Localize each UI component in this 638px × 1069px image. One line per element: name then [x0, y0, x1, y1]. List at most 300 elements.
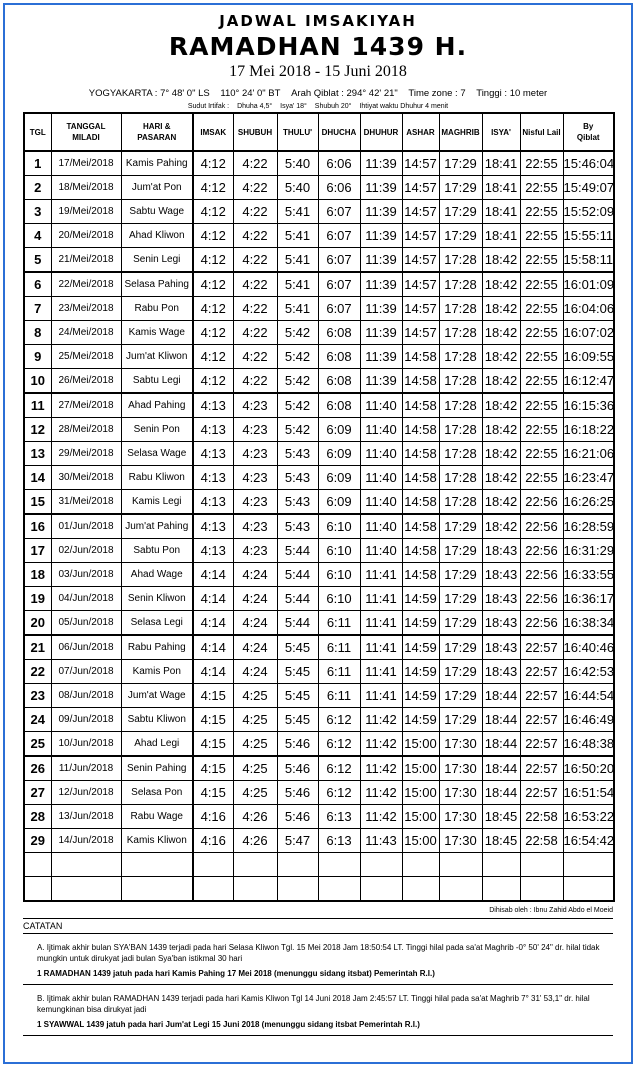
empty-cell: [233, 853, 277, 877]
cell-hari-pasaran: Senin Pon: [121, 418, 193, 442]
table-body: [24, 151, 614, 901]
cell-dhucha: 6:10: [318, 514, 360, 539]
cell-isya: 18:44: [482, 708, 520, 732]
cell-dhucha: 6:06: [318, 176, 360, 200]
cell-shubuh: 4:26: [233, 829, 277, 853]
cell-ashar: 15:00: [402, 781, 439, 805]
empty-cell: [51, 853, 121, 877]
empty-cell: [402, 853, 439, 877]
cell-nisful-lail: 22:56: [520, 563, 563, 587]
table-row: [24, 393, 614, 418]
timezone: Time zone : 7: [408, 88, 466, 99]
cell-tgl: 9: [24, 345, 51, 369]
cell-dhuhur: 11:40: [360, 490, 402, 515]
cell-ashar: 14:59: [402, 660, 439, 684]
cell-tanggal-miladi: 04/Jun/2018: [51, 587, 121, 611]
cell-thulu: 5:45: [277, 684, 318, 708]
empty-cell: [563, 877, 614, 902]
cell-dhuhur: 11:40: [360, 418, 402, 442]
cell-maghrib: 17:28: [439, 466, 482, 490]
cell-ashar: 14:57: [402, 151, 439, 176]
cell-nisful-lail: 22:57: [520, 684, 563, 708]
cell-thulu: 5:43: [277, 514, 318, 539]
table-row: [24, 539, 614, 563]
note-a-conclusion: 1 RAMADHAN 1439 jatuh pada hari Kamis Pahing 17 Mei 2018 (menunggu sidang itsbat) Pemerintah R.I.): [23, 966, 613, 985]
cell-by-qiblat: 16:42:53: [563, 660, 614, 684]
cell-isya: 18:42: [482, 442, 520, 466]
cell-thulu: 5:44: [277, 563, 318, 587]
cell-tgl: 2: [24, 176, 51, 200]
cell-tgl: 18: [24, 563, 51, 587]
cell-thulu: 5:45: [277, 635, 318, 660]
angle-info: [23, 102, 613, 112]
empty-cell: [439, 877, 482, 902]
table-row: [24, 200, 614, 224]
cell-maghrib: 17:29: [439, 539, 482, 563]
cell-tanggal-miladi: 19/Mei/2018: [51, 200, 121, 224]
cell-dhuhur: 11:39: [360, 321, 402, 345]
table-row: [24, 248, 614, 273]
cell-imsak: 4:12: [193, 297, 233, 321]
cell-thulu: 5:43: [277, 442, 318, 466]
cell-dhucha: 6:12: [318, 781, 360, 805]
title-small: JADWAL IMSAKIYAH: [219, 12, 417, 30]
cell-by-qiblat: 16:51:54: [563, 781, 614, 805]
cell-maghrib: 17:28: [439, 418, 482, 442]
cell-dhuhur: 11:39: [360, 369, 402, 394]
cell-isya: 18:44: [482, 732, 520, 757]
empty-cell: [520, 877, 563, 902]
cell-dhucha: 6:07: [318, 224, 360, 248]
cell-shubuh: 4:24: [233, 611, 277, 636]
cell-tgl: 19: [24, 587, 51, 611]
header-shubuh: SHUBUH: [233, 113, 277, 151]
cell-imsak: 4:12: [193, 321, 233, 345]
cell-maghrib: 17:29: [439, 563, 482, 587]
cell-nisful-lail: 22:55: [520, 272, 563, 297]
cell-dhucha: 6:08: [318, 393, 360, 418]
cell-by-qiblat: 16:54:42: [563, 829, 614, 853]
table-row: [24, 466, 614, 490]
table-row: [24, 151, 614, 176]
cell-imsak: 4:13: [193, 466, 233, 490]
cell-dhucha: 6:10: [318, 539, 360, 563]
cell-tgl: 3: [24, 200, 51, 224]
cell-hari-pasaran: Selasa Pahing: [121, 272, 193, 297]
empty-cell: [482, 877, 520, 902]
cell-nisful-lail: 22:57: [520, 732, 563, 757]
empty-cell: [482, 853, 520, 877]
cell-tgl: 16: [24, 514, 51, 539]
cell-tgl: 14: [24, 466, 51, 490]
cell-thulu: 5:44: [277, 587, 318, 611]
cell-nisful-lail: 22:57: [520, 756, 563, 781]
cell-dhuhur: 11:39: [360, 272, 402, 297]
cell-hari-pasaran: Kamis Kliwon: [121, 829, 193, 853]
cell-dhuhur: 11:42: [360, 805, 402, 829]
cell-tgl: 29: [24, 829, 51, 853]
cell-hari-pasaran: Sabtu Wage: [121, 200, 193, 224]
cell-tanggal-miladi: 01/Jun/2018: [51, 514, 121, 539]
cell-by-qiblat: 16:01:09: [563, 272, 614, 297]
cell-dhucha: 6:11: [318, 611, 360, 636]
cell-hari-pasaran: Rabu Pon: [121, 297, 193, 321]
cell-nisful-lail: 22:57: [520, 708, 563, 732]
cell-by-qiblat: 16:12:47: [563, 369, 614, 394]
cell-ashar: 14:58: [402, 539, 439, 563]
cell-nisful-lail: 22:56: [520, 514, 563, 539]
cell-imsak: 4:13: [193, 418, 233, 442]
empty-cell: [193, 877, 233, 902]
cell-maghrib: 17:30: [439, 756, 482, 781]
table-row: [24, 781, 614, 805]
cell-dhuhur: 11:41: [360, 563, 402, 587]
cell-hari-pasaran: Senin Legi: [121, 248, 193, 273]
cell-hari-pasaran: Sabtu Kliwon: [121, 708, 193, 732]
cell-tanggal-miladi: 10/Jun/2018: [51, 732, 121, 757]
cell-hari-pasaran: Jum'at Kliwon: [121, 345, 193, 369]
table-row: [24, 345, 614, 369]
cell-by-qiblat: 16:33:55: [563, 563, 614, 587]
cell-hari-pasaran: Kamis Pon: [121, 660, 193, 684]
cell-by-qiblat: 16:31:29: [563, 539, 614, 563]
cell-maghrib: 17:28: [439, 272, 482, 297]
cell-maghrib: 17:29: [439, 611, 482, 636]
cell-nisful-lail: 22:55: [520, 224, 563, 248]
cell-shubuh: 4:22: [233, 297, 277, 321]
cell-thulu: 5:43: [277, 490, 318, 515]
cell-maghrib: 17:30: [439, 829, 482, 853]
cell-imsak: 4:15: [193, 781, 233, 805]
cell-hari-pasaran: Selasa Pon: [121, 781, 193, 805]
cell-shubuh: 4:22: [233, 248, 277, 273]
table-row: [24, 732, 614, 757]
cell-nisful-lail: 22:55: [520, 466, 563, 490]
cell-thulu: 5:41: [277, 248, 318, 273]
cell-tgl: 20: [24, 611, 51, 636]
cell-isya: 18:41: [482, 224, 520, 248]
header-by-qiblat: By Qiblat: [563, 113, 614, 151]
cell-thulu: 5:46: [277, 781, 318, 805]
cell-maghrib: 17:28: [439, 490, 482, 515]
cell-nisful-lail: 22:55: [520, 151, 563, 176]
credit: Dihisab oleh : Ibnu Zahid Abdo el Moeid: [489, 907, 613, 914]
table-row: [24, 514, 614, 539]
cell-maghrib: 17:29: [439, 224, 482, 248]
cell-isya: 18:42: [482, 514, 520, 539]
table-row: [24, 635, 614, 660]
cell-dhuhur: 11:40: [360, 393, 402, 418]
empty-cell: [24, 877, 51, 902]
cell-dhucha: 6:07: [318, 272, 360, 297]
empty-cell: [233, 877, 277, 902]
table-row: [24, 418, 614, 442]
cell-shubuh: 4:25: [233, 708, 277, 732]
cell-nisful-lail: 22:57: [520, 660, 563, 684]
table-row: [24, 297, 614, 321]
angle-dhuha: Dhuha 4,5°: [237, 103, 273, 110]
cell-isya: 18:44: [482, 781, 520, 805]
cell-tanggal-miladi: 21/Mei/2018: [51, 248, 121, 273]
cell-nisful-lail: 22:55: [520, 442, 563, 466]
cell-nisful-lail: 22:55: [520, 200, 563, 224]
cell-by-qiblat: 15:46:04: [563, 151, 614, 176]
cell-imsak: 4:12: [193, 248, 233, 273]
cell-isya: 18:42: [482, 248, 520, 273]
cell-shubuh: 4:23: [233, 393, 277, 418]
cell-imsak: 4:14: [193, 587, 233, 611]
cell-isya: 18:41: [482, 200, 520, 224]
cell-thulu: 5:43: [277, 466, 318, 490]
location-info: [23, 86, 613, 102]
cell-dhuhur: 11:40: [360, 514, 402, 539]
cell-maghrib: 17:29: [439, 514, 482, 539]
cell-by-qiblat: 15:52:09: [563, 200, 614, 224]
cell-hari-pasaran: Sabtu Pon: [121, 539, 193, 563]
cell-imsak: 4:12: [193, 176, 233, 200]
cell-tanggal-miladi: 31/Mei/2018: [51, 490, 121, 515]
cell-ashar: 14:57: [402, 200, 439, 224]
cell-isya: 18:43: [482, 660, 520, 684]
cell-nisful-lail: 22:55: [520, 369, 563, 394]
cell-isya: 18:43: [482, 611, 520, 636]
cell-nisful-lail: 22:57: [520, 781, 563, 805]
cell-by-qiblat: 16:50:20: [563, 756, 614, 781]
cell-imsak: 4:12: [193, 345, 233, 369]
cell-thulu: 5:46: [277, 805, 318, 829]
cell-tanggal-miladi: 08/Jun/2018: [51, 684, 121, 708]
cell-ashar: 14:57: [402, 248, 439, 273]
cell-shubuh: 4:23: [233, 490, 277, 515]
cell-isya: 18:44: [482, 684, 520, 708]
cell-imsak: 4:13: [193, 442, 233, 466]
cell-maghrib: 17:30: [439, 805, 482, 829]
cell-dhucha: 6:11: [318, 660, 360, 684]
cell-tgl: 1: [24, 151, 51, 176]
cell-maghrib: 17:28: [439, 321, 482, 345]
cell-hari-pasaran: Selasa Wage: [121, 442, 193, 466]
cell-hari-pasaran: Ahad Legi: [121, 732, 193, 757]
cell-shubuh: 4:22: [233, 224, 277, 248]
cell-ashar: 14:59: [402, 684, 439, 708]
cell-thulu: 5:42: [277, 345, 318, 369]
cell-maghrib: 17:29: [439, 176, 482, 200]
cell-shubuh: 4:22: [233, 200, 277, 224]
cell-ashar: 15:00: [402, 805, 439, 829]
cell-shubuh: 4:22: [233, 151, 277, 176]
cell-tgl: 21: [24, 635, 51, 660]
cell-shubuh: 4:25: [233, 756, 277, 781]
cell-nisful-lail: 22:55: [520, 248, 563, 273]
cell-hari-pasaran: Ahad Wage: [121, 563, 193, 587]
cell-tanggal-miladi: 03/Jun/2018: [51, 563, 121, 587]
header-imsak: IMSAK: [193, 113, 233, 151]
cell-tgl: 13: [24, 442, 51, 466]
cell-imsak: 4:13: [193, 490, 233, 515]
cell-shubuh: 4:24: [233, 660, 277, 684]
cell-thulu: 5:45: [277, 660, 318, 684]
cell-tanggal-miladi: 11/Jun/2018: [51, 756, 121, 781]
cell-shubuh: 4:25: [233, 781, 277, 805]
cell-tgl: 22: [24, 660, 51, 684]
notes-title: CATATAN: [23, 918, 613, 934]
cell-tanggal-miladi: 28/Mei/2018: [51, 418, 121, 442]
angle-label: Sudut Irtifak :: [187, 103, 230, 110]
cell-imsak: 4:12: [193, 369, 233, 394]
note-a-text: A. Ijtimak akhir bulan SYA'BAN 1439 terjadi pada hari Selasa Kliwon Tgl. 15 Mei 2018 Jam 18:50:54 LT. Tinggi hilal pada sa'at Maghrib -0° 50' 24" dr. hilal tidak mungkin untuk dirukyat jadi bulan Sya'ban istikmal 30 hari: [37, 943, 600, 963]
cell-ashar: 15:00: [402, 732, 439, 757]
header-ashar: ASHAR: [402, 113, 439, 151]
cell-tanggal-miladi: 17/Mei/2018: [51, 151, 121, 176]
cell-ashar: 14:59: [402, 587, 439, 611]
cell-dhuhur: 11:43: [360, 829, 402, 853]
cell-dhuhur: 11:42: [360, 732, 402, 757]
cell-dhuhur: 11:41: [360, 684, 402, 708]
cell-maghrib: 17:29: [439, 587, 482, 611]
cell-shubuh: 4:24: [233, 563, 277, 587]
cell-imsak: 4:15: [193, 684, 233, 708]
cell-isya: 18:42: [482, 297, 520, 321]
empty-cell: [24, 853, 51, 877]
cell-maghrib: 17:29: [439, 684, 482, 708]
header-tgl: TGL: [24, 113, 51, 151]
cell-by-qiblat: 16:07:02: [563, 321, 614, 345]
cell-shubuh: 4:23: [233, 442, 277, 466]
header-tanggal-miladi: TANGGAL MILADI: [51, 113, 121, 151]
cell-by-qiblat: 16:09:55: [563, 345, 614, 369]
cell-tanggal-miladi: 07/Jun/2018: [51, 660, 121, 684]
cell-shubuh: 4:24: [233, 635, 277, 660]
cell-thulu: 5:40: [277, 176, 318, 200]
cell-ashar: 15:00: [402, 829, 439, 853]
cell-hari-pasaran: Ahad Pahing: [121, 393, 193, 418]
cell-shubuh: 4:23: [233, 466, 277, 490]
cell-dhuhur: 11:40: [360, 442, 402, 466]
cell-thulu: 5:45: [277, 708, 318, 732]
cell-tgl: 26: [24, 756, 51, 781]
cell-nisful-lail: 22:55: [520, 418, 563, 442]
header-isya: ISYA': [482, 113, 520, 151]
cell-dhucha: 6:09: [318, 442, 360, 466]
cell-dhucha: 6:09: [318, 466, 360, 490]
cell-by-qiblat: 16:46:49: [563, 708, 614, 732]
empty-cell: [318, 877, 360, 902]
cell-tgl: 28: [24, 805, 51, 829]
cell-tgl: 17: [24, 539, 51, 563]
cell-thulu: 5:46: [277, 732, 318, 757]
empty-cell: [121, 853, 193, 877]
cell-tanggal-miladi: 18/Mei/2018: [51, 176, 121, 200]
cell-tanggal-miladi: 29/Mei/2018: [51, 442, 121, 466]
cell-nisful-lail: 22:55: [520, 321, 563, 345]
empty-cell: [51, 877, 121, 902]
cell-hari-pasaran: Jum'at Pahing: [121, 514, 193, 539]
note-b-text: B. Ijtimak akhir bulan RAMADHAN 1439 terjadi pada hari Kamis Kliwon Tgl 14 Juni 2018 Jam 2:45:57 LT. Tinggi hilal pada sa'at Maghrib 7° 31' 53,1" dr. hilal kemungkinan bisa dirukyat jadi: [37, 994, 590, 1014]
cell-hari-pasaran: Jum'at Pon: [121, 176, 193, 200]
cell-imsak: 4:14: [193, 611, 233, 636]
imsakiyah-document: [23, 10, 613, 1036]
cell-maghrib: 17:30: [439, 781, 482, 805]
schedule-table: [23, 112, 615, 902]
cell-tanggal-miladi: 20/Mei/2018: [51, 224, 121, 248]
cell-by-qiblat: 16:04:06: [563, 297, 614, 321]
page-title: RAMADHAN 1439 H.: [168, 32, 468, 61]
empty-row: [24, 853, 614, 877]
cell-hari-pasaran: Senin Pahing: [121, 756, 193, 781]
table-row: [24, 224, 614, 248]
cell-dhuhur: 11:39: [360, 224, 402, 248]
cell-dhuhur: 11:39: [360, 151, 402, 176]
cell-nisful-lail: 22:56: [520, 490, 563, 515]
table-row: [24, 611, 614, 636]
header-maghrib: MAGHRIB: [439, 113, 482, 151]
cell-thulu: 5:47: [277, 829, 318, 853]
table-header-row: [24, 113, 614, 151]
cell-ashar: 14:58: [402, 490, 439, 515]
cell-thulu: 5:41: [277, 297, 318, 321]
longitude: 110° 24' 0" BT: [220, 88, 281, 99]
cell-dhucha: 6:12: [318, 756, 360, 781]
cell-imsak: 4:14: [193, 563, 233, 587]
cell-tanggal-miladi: 06/Jun/2018: [51, 635, 121, 660]
table-row: [24, 805, 614, 829]
cell-dhucha: 6:08: [318, 321, 360, 345]
cell-dhuhur: 11:41: [360, 587, 402, 611]
cell-tanggal-miladi: 24/Mei/2018: [51, 321, 121, 345]
cell-nisful-lail: 22:58: [520, 805, 563, 829]
cell-dhucha: 6:09: [318, 418, 360, 442]
cell-shubuh: 4:23: [233, 539, 277, 563]
cell-tgl: 4: [24, 224, 51, 248]
cell-ashar: 14:58: [402, 514, 439, 539]
cell-imsak: 4:16: [193, 805, 233, 829]
cell-tanggal-miladi: 13/Jun/2018: [51, 805, 121, 829]
cell-tanggal-miladi: 27/Mei/2018: [51, 393, 121, 418]
cell-isya: 18:42: [482, 393, 520, 418]
cell-isya: 18:42: [482, 345, 520, 369]
cell-imsak: 4:12: [193, 200, 233, 224]
cell-imsak: 4:15: [193, 708, 233, 732]
latitude: YOGYAKARTA : 7° 48' 0" LS: [88, 88, 210, 99]
cell-nisful-lail: 22:58: [520, 829, 563, 853]
cell-dhuhur: 11:39: [360, 297, 402, 321]
angle-shubuh: Shubuh 20°: [314, 103, 352, 110]
header-dhucha: DHUCHA: [318, 113, 360, 151]
angle-ihtiyat: Ihtiyat waktu Dhuhur 4 menit: [359, 103, 449, 110]
cell-maghrib: 17:28: [439, 297, 482, 321]
cell-isya: 18:45: [482, 805, 520, 829]
cell-shubuh: 4:24: [233, 587, 277, 611]
cell-tanggal-miladi: 09/Jun/2018: [51, 708, 121, 732]
cell-isya: 18:42: [482, 272, 520, 297]
cell-by-qiblat: 16:38:34: [563, 611, 614, 636]
cell-tanggal-miladi: 14/Jun/2018: [51, 829, 121, 853]
table-row: [24, 563, 614, 587]
cell-dhucha: 6:12: [318, 732, 360, 757]
cell-imsak: 4:14: [193, 635, 233, 660]
cell-isya: 18:42: [482, 418, 520, 442]
cell-dhucha: 6:10: [318, 587, 360, 611]
header-nisful-lail: Nisful Lail: [520, 113, 563, 151]
cell-by-qiblat: 16:23:47: [563, 466, 614, 490]
cell-by-qiblat: 16:15:36: [563, 393, 614, 418]
cell-tgl: 12: [24, 418, 51, 442]
cell-ashar: 14:58: [402, 418, 439, 442]
empty-cell: [193, 853, 233, 877]
cell-dhuhur: 11:42: [360, 756, 402, 781]
table-row: [24, 442, 614, 466]
cell-maghrib: 17:29: [439, 635, 482, 660]
